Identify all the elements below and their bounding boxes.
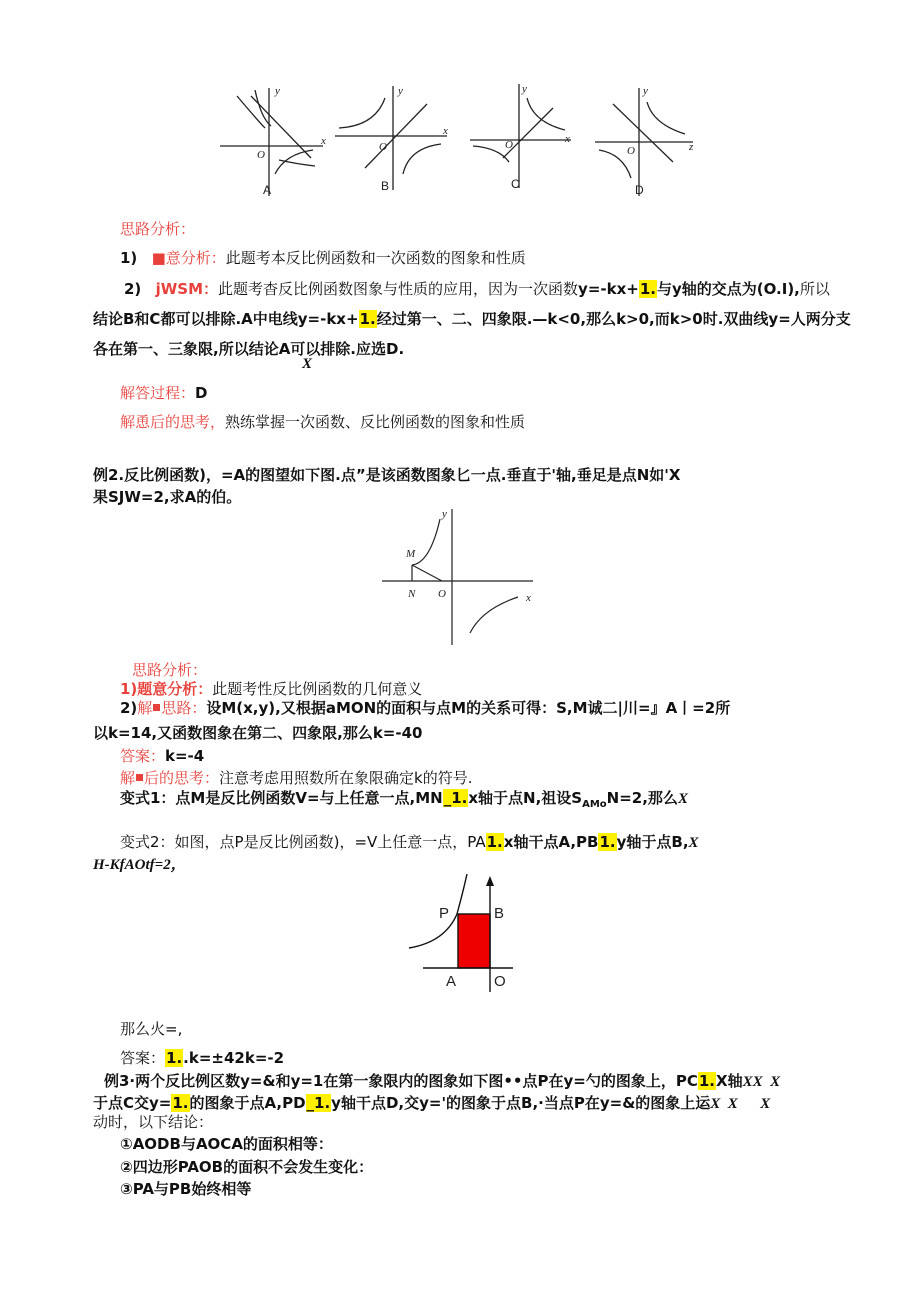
ex1-l3-b: y=-kx+ bbox=[297, 310, 359, 328]
fig2-b: B bbox=[494, 905, 505, 922]
graph-c-label: C bbox=[511, 177, 520, 191]
ex3-l2-x: X X X bbox=[710, 1096, 771, 1112]
ex2-answer-label: 答案： bbox=[120, 747, 166, 765]
top-graphs-figure bbox=[215, 78, 715, 200]
ex2-fig-y: y bbox=[442, 508, 447, 520]
ex3-l1-a: 例3·两个反比例区数y=&和y=1在第一象限内的图象如下图••点P在y=勺的图象上，PC bbox=[104, 1072, 698, 1090]
red-square-mark bbox=[136, 774, 143, 781]
ex1-answer bbox=[120, 382, 207, 403]
ex2-then: 那么火=, bbox=[120, 1020, 183, 1038]
ex2-line-l2 bbox=[120, 697, 730, 718]
ex3-line-2 bbox=[93, 1092, 770, 1113]
var1-hl: _1. bbox=[443, 789, 468, 807]
graph-c-x: x bbox=[565, 133, 570, 145]
graph-c-y: y bbox=[522, 83, 527, 95]
ex3-l1-hl: 1. bbox=[698, 1072, 716, 1090]
y-arrow-icon bbox=[486, 876, 494, 886]
ex2-answer bbox=[120, 745, 204, 766]
ex2-line-l3: 以k=14,又函数图象在第二、四象限,那么k=-40 bbox=[93, 724, 423, 742]
ex2-variant-1 bbox=[120, 787, 688, 810]
ex1-answer-label: 解答过程： bbox=[120, 384, 196, 402]
graph-c-o: O bbox=[505, 139, 513, 151]
ex1-line-4-x: X bbox=[302, 356, 313, 372]
ex2-line-2: 果SJW=2,求A的伯。 bbox=[93, 488, 242, 506]
graph-d-o: O bbox=[627, 145, 635, 157]
ex2-reflect-red-a: 解 bbox=[120, 769, 136, 787]
var1-sub: AMo bbox=[582, 799, 607, 810]
var2-a: 变式2：如图，点P是反比例函数)，=V上任意一点，PA bbox=[120, 833, 486, 851]
ex3-l2-a: 于点C交y= bbox=[93, 1094, 172, 1112]
ex2-line-1: 例2.反比例函数)，=A的图望如下图.点”是该函数图象匕一点.垂直于'轴,垂足是点N如'X bbox=[93, 466, 681, 484]
ex2-figure bbox=[378, 505, 538, 650]
ex1-l3-c: 经过第一、二、四象限. bbox=[376, 310, 533, 328]
ex2-answer2-text: .k=±42k=-2 bbox=[183, 1049, 285, 1067]
ex3-l2-hl2: _1. bbox=[306, 1094, 331, 1112]
graph-a-y: y bbox=[275, 85, 280, 97]
ex1-line-4: 各在第一、三象限,所以结论A可以排除.应选D. bbox=[93, 340, 405, 358]
graph-b bbox=[335, 86, 447, 190]
ex2-reflect bbox=[120, 767, 473, 788]
ex1-l1-text: 此题考本反比例函数和一次函数的图象和性质 bbox=[225, 249, 526, 267]
ex2-l1-text: 此题考性反比例函数的几何意义 bbox=[212, 680, 423, 698]
ex1-l3-hl: 1. bbox=[359, 310, 376, 328]
ex1-line-2 bbox=[124, 278, 830, 299]
graph-d-x: z bbox=[689, 141, 694, 153]
var2-hl2: 1. bbox=[599, 833, 616, 851]
ex2-reflect-text: 注意考虑用照数所在象限确定k的符号. bbox=[219, 769, 473, 787]
ex2-line-l1 bbox=[120, 678, 422, 699]
ex3-l1-b: X轴 bbox=[716, 1072, 743, 1090]
ex3-l2-hl1: 1. bbox=[172, 1094, 189, 1112]
graph-b-x: x bbox=[443, 125, 448, 137]
ex2-fig-m: M bbox=[406, 548, 416, 560]
var2-c: y轴于点B, bbox=[616, 833, 689, 851]
var1-c: N=2,那么 bbox=[606, 789, 678, 807]
var2-x: X bbox=[688, 835, 699, 851]
ex2-l2-text: 设M(x,y),又根据aMON的面积与点M的关系可得：S,M诚二|川=』A丨=2所 bbox=[206, 699, 731, 717]
graph-a bbox=[220, 88, 323, 196]
graph-b-o: O bbox=[379, 141, 387, 153]
ex1-l2-d: 所以 bbox=[799, 280, 830, 298]
ex2-fig-n: N bbox=[408, 588, 416, 600]
ex3-l2-c: y轴干点D,交y='的图象于点B,·当点P在y=&的图象上运 bbox=[331, 1094, 711, 1112]
fig2-o: O bbox=[494, 973, 506, 990]
ex3-line-3: 动时，以下结论： bbox=[93, 1113, 214, 1131]
ex2-reflect-red-b: 后的思考： bbox=[144, 769, 220, 787]
var1-a: 变式1：点M是反比例函数V=与上任意一点,MN bbox=[120, 789, 443, 807]
ex2-analysis-title: 思路分析： bbox=[132, 661, 208, 679]
ex1-l2-red: jWSM： bbox=[155, 280, 219, 298]
ex1-l2-hl: 1. bbox=[639, 280, 656, 298]
ex2-answer-2 bbox=[120, 1047, 284, 1068]
ex1-answer-value: D bbox=[195, 384, 208, 402]
ex2-answer2-hl: 1. bbox=[166, 1049, 183, 1067]
ex2-l2-red-b: 思路： bbox=[161, 699, 207, 717]
ex2-l2-red-a: 解 bbox=[137, 699, 153, 717]
fig2-p: P bbox=[439, 905, 450, 922]
graph-a-label: A bbox=[263, 183, 272, 197]
graph-b-label: B bbox=[381, 179, 390, 193]
ex3-l1-x: XX X bbox=[742, 1074, 781, 1090]
ex3-conclusion-2: ②四边形PAOB的面积不会发生变化： bbox=[120, 1158, 374, 1176]
fig2-a: A bbox=[446, 973, 457, 990]
red-square-mark bbox=[153, 704, 160, 711]
graph-a-o: O bbox=[257, 149, 265, 161]
graph-d-y: y bbox=[643, 85, 648, 97]
ex2-answer2-label: 答案： bbox=[120, 1049, 166, 1067]
ex1-reflect-text: 熟练掌握一次函数、反比例函数的图象和性质 bbox=[225, 413, 526, 431]
ex2-variant-2 bbox=[120, 831, 699, 852]
ex1-l2-num: 2) bbox=[124, 280, 142, 298]
ex1-l3-d: —k<0,那么k>0,而k>0时.双曲线y=人两分支 bbox=[532, 310, 851, 328]
ex1-line-3 bbox=[93, 308, 851, 329]
ex1-l2-c: 与y轴的交点为(O.I), bbox=[656, 280, 800, 298]
ex1-l1-red: ■意分析： bbox=[151, 249, 226, 267]
ex1-l1-num: 1) bbox=[120, 249, 138, 267]
graph-c bbox=[470, 84, 571, 188]
ex2-fig-o: O bbox=[438, 588, 446, 600]
ex2-l1-label: 1)题意分析： bbox=[120, 680, 213, 698]
ex3-conclusion-1: ①AODB与AOCA的面积相等： bbox=[120, 1135, 333, 1153]
var1-b: x轴于点N,祖设S bbox=[468, 789, 583, 807]
ex1-analysis-title: 思路分析： bbox=[120, 220, 196, 238]
graph-b-y: y bbox=[398, 85, 403, 97]
ex1-l2-a: 此题考杳反比例函数图象与性质的应用，因为一次函数 bbox=[218, 280, 579, 298]
var2-hl1: 1. bbox=[486, 833, 503, 851]
var1-x: X bbox=[677, 791, 688, 807]
ex1-l3-a: 结论B和C都可以排除.A中电线 bbox=[93, 310, 298, 328]
ex2-answer-value: k=-4 bbox=[165, 747, 205, 765]
ex1-reflect-label: 解恿后的思考， bbox=[120, 413, 226, 431]
var2-b: x轴干点A,PB bbox=[503, 833, 599, 851]
ex3-conclusion-3: ③PA与PB始终相等 bbox=[120, 1180, 252, 1198]
graph-d bbox=[595, 88, 693, 196]
ex3-line-1 bbox=[104, 1070, 780, 1091]
graph-a-x: x bbox=[321, 135, 326, 147]
ex2-l2-num: 2) bbox=[120, 699, 138, 717]
ex2-variant-2-figure bbox=[405, 872, 515, 994]
ex3-l2-b: 的图象于点A,PD bbox=[189, 1094, 306, 1112]
ex1-reflect bbox=[120, 411, 525, 432]
ex2-fig-x: x bbox=[526, 592, 531, 604]
ex1-line-1 bbox=[120, 247, 526, 268]
graph-d-label: D bbox=[635, 183, 644, 197]
ex1-l2-b: y=-kx+ bbox=[578, 280, 639, 298]
ex2-variant-2-line2: H-KfAOtf=2， bbox=[93, 857, 186, 873]
